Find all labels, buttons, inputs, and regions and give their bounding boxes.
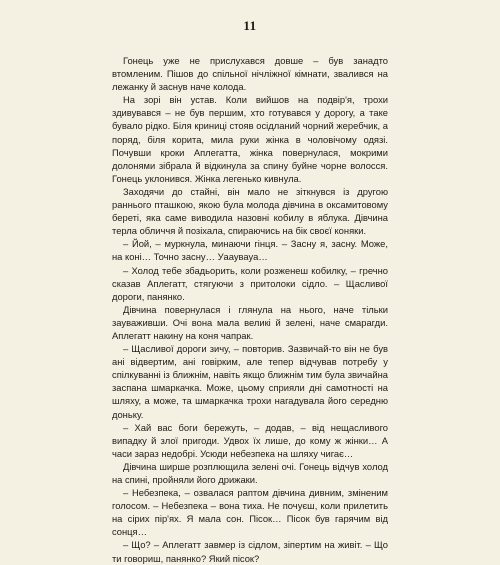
paragraph: – Хай вас боги бережуть, – додав, – від нещасливого випадку й злої пригоди. Удвох їх лише, до кому ж жінки… А часи зараз недобрі. Усюди небезпека на шляху чигає… — [112, 421, 388, 459]
paragraph: – Йой, – муркнула, минаючи гінця. – Засну я, засну. Може, на коні… Точно засну… Уааувауа… — [112, 238, 388, 263]
paragraph: – Холод тебе збадьорить, коли розженеш кобилку, – гречно сказав Аплегатт, стягуючи з притолоки сідло. – Щасливої дороги, панянко. — [112, 264, 388, 302]
paragraph: Дівчина повернулася і глянула на нього, наче тільки зауваживши. Очі вона мала великі й зелені, наче смарагди. Аплегатт накину на коня чапрак. — [112, 303, 388, 341]
body-text — [112, 54, 388, 565]
paragraph: – Що? – Аплегатт завмер із сідлом, зіпертим на живіт. – Що ти говориш, панянко? Який пісок? — [112, 539, 388, 564]
paragraph: – Небезпека, – озвалася раптом дівчина дивним, зміненим голосом. – Небезпека – вона тиха. Не почуєш, коли прилетить на сірих пір'ях. Я мала сон. Пісок… Пісок був гарячим від сонця… — [112, 487, 388, 538]
page-number: 11 — [243, 18, 257, 33]
paragraph: Гонець уже не прислухався довше – був занадто втомленим. Пішов до спільної нічліжної кімнати, звалився на лежанку й заснув наче колода. — [112, 55, 388, 93]
paragraph: – Щасливої дороги зичу, – повторив. Зазвичай-то він не був ані відвертим, ані говірким, але тепер відчував потребу у спілкуванні із ближнім, навіть якщо ближнім тим була звичайна заспана шмаркачка. Може, цьому сприяли дні самотності на шляху, а може, та шмаркачка трохи нагадувала його середню доньку. — [112, 343, 388, 420]
paragraph: На зорі він устав. Коли вийшов на подвір'я, трохи здивувався – не був першим, хто готувався у дорогу, а таке бувало рідко. Біля криниці стояв осідланий чорний жеребчик, а поряд, біля корита, мила руки жінка в чоловічому одязі. Почувши кроки Аплегатта, жінка повернулася, мокрими долонями зібрала й відкинула за спину буйне чорне волосся. Гонець уклонився. Жінка легенько кивнула. — [112, 94, 388, 184]
paragraph: Заходячи до стайні, він мало не зіткнувся із другою раннього пташкою, якою була молода дівчина в оксамитовому береті, яка саме виводила назовні кобилу в яблука. Дівчина терла обличчя й позіхала, спираючись на бік своєї коняки. — [112, 185, 388, 237]
paragraph: Дівчина ширше розплющила зелені очі. Гонець відчув холод на спині, пройняли його дрижаки. — [112, 460, 388, 485]
